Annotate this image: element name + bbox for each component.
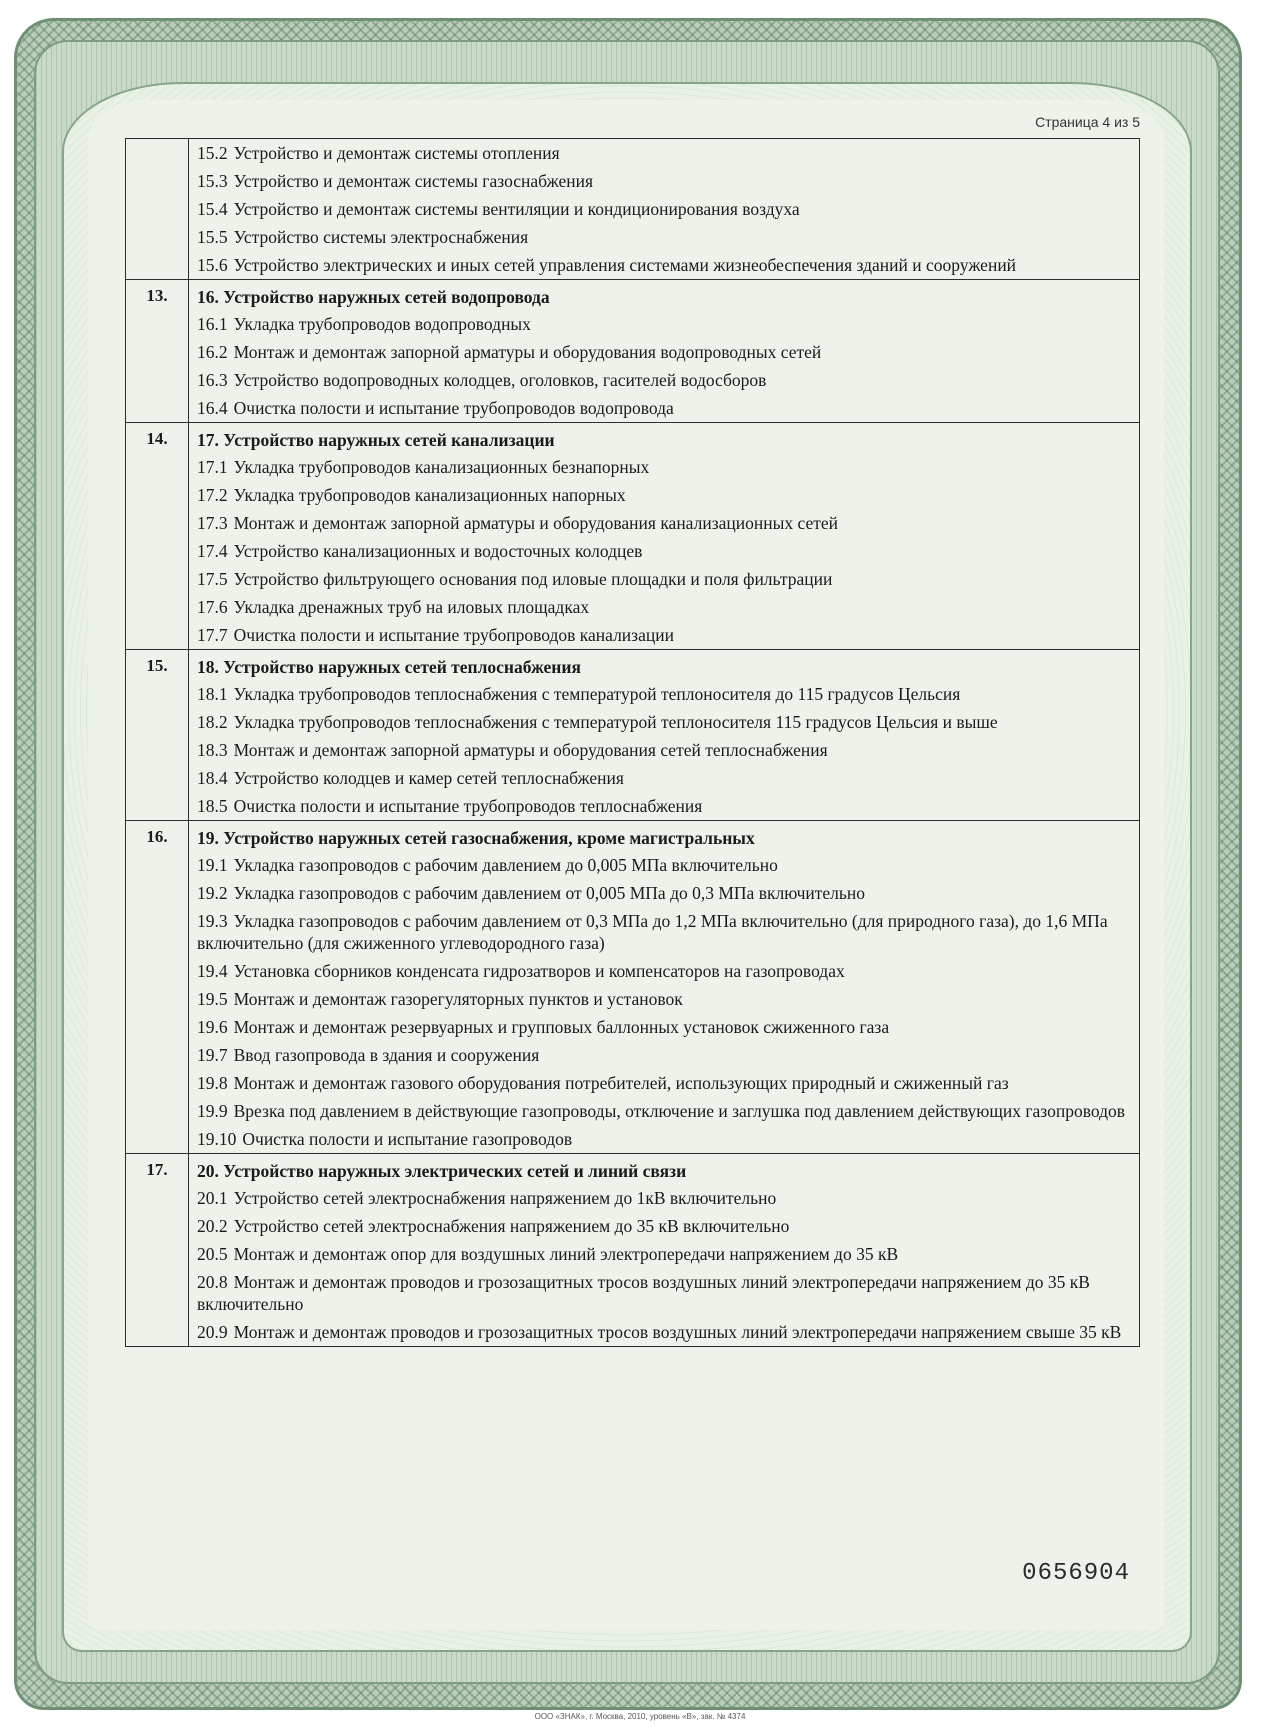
list-item: 17.1 Укладка трубопроводов канализационных безнапорных <box>197 457 650 477</box>
serial-number: 0656904 <box>1022 1560 1130 1587</box>
list-item: 19.2 Укладка газопроводов с рабочим давлением от 0,005 МПа до 0,3 МПа включительно <box>197 883 866 903</box>
list-item: 20.2 Устройство сетей электроснабжения напряжением до 35 кВ включительно <box>197 1216 790 1236</box>
list-item: 16.4 Очистка полости и испытание трубопроводов водопровода <box>197 398 674 418</box>
list-item: 19.6 Монтаж и демонтаж резервуарных и групповых баллонных установок сжиженного газа <box>197 1017 890 1037</box>
list-item: 20.8 Монтаж и демонтаж проводов и грозозащитных тросов воздушных линий электропередачи напряжением до 35 кВ включительно <box>197 1272 1090 1314</box>
work-list-cell <box>189 1154 1140 1347</box>
work-list-cell <box>189 139 1140 280</box>
list-item: 16.2 Монтаж и демонтаж запорной арматуры и оборудования водопроводных сетей <box>197 342 822 362</box>
work-types-table <box>125 138 1140 1347</box>
list-item: 17.6 Укладка дренажных труб на иловых площадках <box>197 597 590 617</box>
list-item: 19.5 Монтаж и демонтаж газорегуляторных пунктов и установок <box>197 989 683 1009</box>
work-list-cell <box>189 821 1140 1154</box>
table-row <box>126 423 1140 650</box>
list-item: 15.2 Устройство и демонтаж системы отопления <box>197 143 560 163</box>
section-title: 16. Устройство наружных сетей водопровода <box>197 287 550 307</box>
list-item: 19.9 Врезка под давлением в действующие газопроводы, отключение и заглушка под давлением действующих газопроводов <box>197 1101 1126 1121</box>
list-item: 17.5 Устройство фильтрующего основания под иловые площадки и поля фильтрации <box>197 569 833 589</box>
page-number: Страница 4 из 5 <box>1035 114 1140 130</box>
list-item: 15.4 Устройство и демонтаж системы вентиляции и кондиционирования воздуха <box>197 199 800 219</box>
list-item: 15.5 Устройство системы электроснабжения <box>197 227 529 247</box>
list-item: 18.3 Монтаж и демонтаж запорной арматуры и оборудования сетей теплоснабжения <box>197 740 828 760</box>
list-item: 18.4 Устройство колодцев и камер сетей теплоснабжения <box>197 768 624 788</box>
list-item: 18.2 Укладка трубопроводов теплоснабжения с температурой теплоносителя 115 градусов Цельсия и выше <box>197 712 998 732</box>
list-item: 19.7 Ввод газопровода в здания и сооружения <box>197 1045 540 1065</box>
table-row <box>126 139 1140 280</box>
table-row <box>126 280 1140 423</box>
list-item: 20.1 Устройство сетей электроснабжения напряжением до 1кВ включительно <box>197 1188 777 1208</box>
list-item: 19.1 Укладка газопроводов с рабочим давлением до 0,005 МПа включительно <box>197 855 778 875</box>
list-item: 20.5 Монтаж и демонтаж опор для воздушных линий электропередачи напряжением до 35 кВ <box>197 1244 899 1264</box>
section-title: 19. Устройство наружных сетей газоснабжения, кроме магистральных <box>197 828 755 848</box>
list-item: 19.4 Установка сборников конденсата гидрозатворов и компенсаторов на газопроводах <box>197 961 845 981</box>
work-list-cell <box>189 280 1140 423</box>
list-item: 17.2 Укладка трубопроводов канализационных напорных <box>197 485 626 505</box>
list-item: 17.7 Очистка полости и испытание трубопроводов канализации <box>197 625 674 645</box>
printer-imprint: ООО «ЗНАК», г. Москва, 2010, уровень «В», зак. № 4374 <box>534 1712 746 1721</box>
list-item: 19.8 Монтаж и демонтаж газового оборудования потребителей, использующих природный и сжиженный газ <box>197 1073 1009 1093</box>
work-list-cell <box>189 650 1140 821</box>
table-row <box>126 650 1140 821</box>
list-item: 15.6 Устройство электрических и иных сетей управления системами жизнеобеспечения зданий и сооружений <box>197 255 1017 275</box>
row-number-cell <box>126 139 189 280</box>
row-number-cell: 16. <box>126 821 189 1154</box>
section-title: 17. Устройство наружных сетей канализации <box>197 430 555 450</box>
list-item: 17.4 Устройство канализационных и водосточных колодцев <box>197 541 643 561</box>
list-item: 20.9 Монтаж и демонтаж проводов и грозозащитных тросов воздушных линий электропередачи напряжением свыше 35 кВ <box>197 1322 1122 1342</box>
section-title: 20. Устройство наружных электрических сетей и линий связи <box>197 1161 687 1181</box>
work-list-cell <box>189 423 1140 650</box>
row-number-cell: 13. <box>126 280 189 423</box>
list-item: 19.10 Очистка полости и испытание газопроводов <box>197 1129 573 1149</box>
list-item: 18.1 Укладка трубопроводов теплоснабжения с температурой теплоносителя до 115 градусов Цельсия <box>197 684 961 704</box>
list-item: 15.3 Устройство и демонтаж системы газоснабжения <box>197 171 594 191</box>
section-title: 18. Устройство наружных сетей теплоснабжения <box>197 657 581 677</box>
table-row <box>126 1154 1140 1347</box>
list-item: 17.3 Монтаж и демонтаж запорной арматуры и оборудования канализационных сетей <box>197 513 839 533</box>
table-row <box>126 821 1140 1154</box>
row-number-cell: 15. <box>126 650 189 821</box>
row-number-cell: 17. <box>126 1154 189 1347</box>
list-item: 19.3 Укладка газопроводов с рабочим давлением от 0,3 МПа до 1,2 МПа включительно (для природного газа), до 1,6 МПа включительно (для сжиженного углеводородного газа) <box>197 911 1108 953</box>
list-item: 18.5 Очистка полости и испытание трубопроводов теплоснабжения <box>197 796 703 816</box>
list-item: 16.3 Устройство водопроводных колодцев, оголовков, гасителей водосборов <box>197 370 767 390</box>
list-item: 16.1 Укладка трубопроводов водопроводных <box>197 314 531 334</box>
row-number-cell: 14. <box>126 423 189 650</box>
